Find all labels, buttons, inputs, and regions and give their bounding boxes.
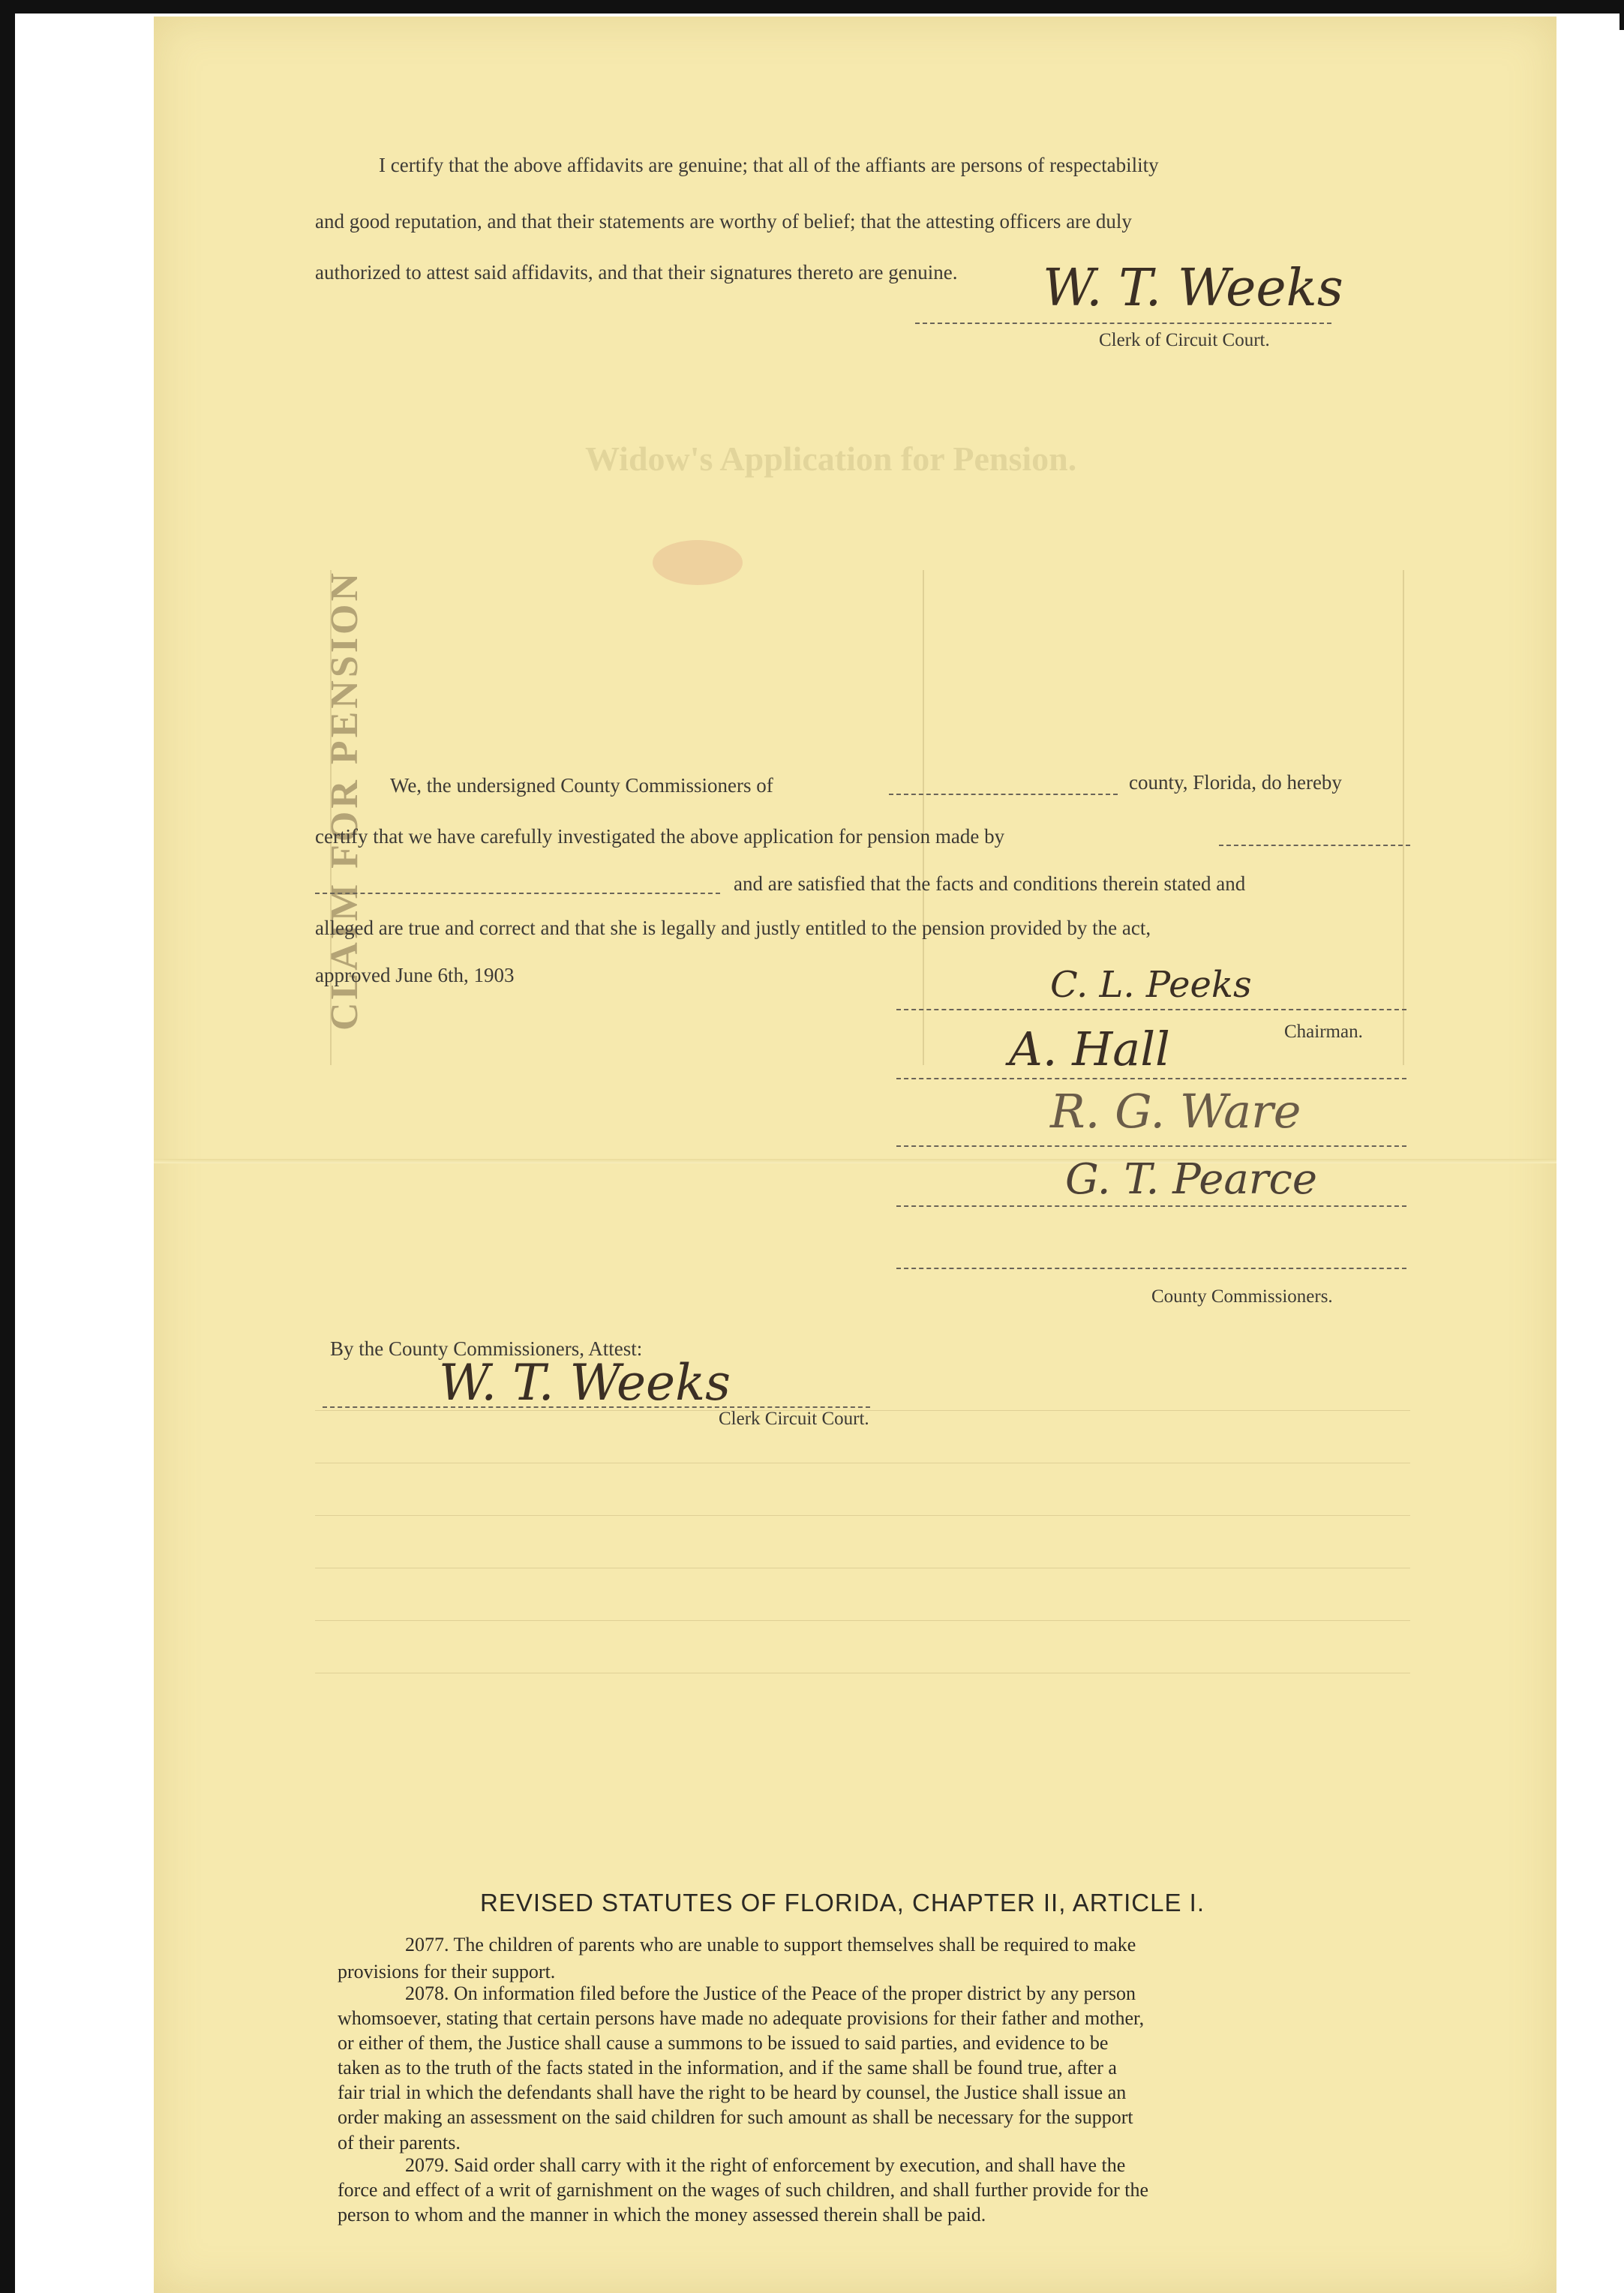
statute-line: order making an assessment on the said children for such amount as shall be necessary for the support: [338, 2106, 1133, 2128]
rubber-stamp: CLAIM FOR PENSION: [323, 570, 366, 1031]
signature-line: [323, 1406, 870, 1408]
scanner-edge-right: [1619, 0, 1624, 30]
bleed-through-rule: [315, 1515, 1410, 1516]
statute-line: of their parents.: [338, 2132, 461, 2153]
commissioner-signature-3: R. G. Ware: [1050, 1084, 1301, 1139]
commissioners-line-2: certify that we have carefully investigated the above application for pension made by: [315, 825, 1005, 848]
bleed-through-rule: [315, 1620, 1410, 1621]
signature-line: [896, 1205, 1406, 1207]
certification-line-1: I certify that the above affidavits are genuine; that all of the affiants are persons of respectability: [379, 154, 1159, 176]
applicant-blank-cont: [315, 893, 720, 894]
county-blank: [889, 794, 1118, 795]
commissioners-line-5: approved June 6th, 1903: [315, 964, 515, 986]
commissioner-signature-4: G. T. Pearce: [1065, 1155, 1318, 1204]
statute-line: person to whom and the manner in which the money assessed therein shall be paid.: [338, 2204, 986, 2225]
commissioner-signature-1: C. L. Peeks: [1050, 964, 1252, 1006]
commissioners-line-4: alleged are true and correct and that she is legally and justly entitled to the pension provided by the act,: [315, 917, 1151, 939]
clerk-signature: W. T. Weeks: [1043, 259, 1343, 318]
signature-line: [896, 1268, 1406, 1269]
chairman-label: Chairman.: [1284, 1022, 1363, 1042]
statute-line: or either of them, the Justice shall cause a summons to be issued to said parties, and evidence to be: [338, 2032, 1109, 2054]
statute-line: 2078. On information filed before the Justice of the Peace of the proper district by any person: [405, 1982, 1136, 2004]
applicant-blank: [1219, 845, 1410, 846]
statute-line: 2079. Said order shall carry with it the right of enforcement by execution, and shall have the: [405, 2154, 1126, 2176]
statute-line: force and effect of a writ of garnishment on the wages of such children, and shall further provide for the: [338, 2179, 1149, 2201]
statutes-heading: REVISED STATUTES OF FLORIDA, CHAPTER II, ARTICLE I.: [480, 1889, 1205, 1916]
commissioners-line-3: and are satisfied that the facts and conditions therein stated and: [734, 872, 1246, 895]
attest-signature: W. T. Weeks: [439, 1354, 731, 1412]
signature-line: [896, 1078, 1406, 1079]
bleed-through-rule: [1403, 570, 1404, 1065]
clerk-title: Clerk of Circuit Court.: [1099, 330, 1270, 350]
statute-line: 2077. The children of parents who are unable to support themselves shall be required to make: [405, 1934, 1136, 1955]
statute-line: taken as to the truth of the facts stated in the information, and if the same shall be found true, after a: [338, 2057, 1117, 2078]
certification-line-3: authorized to attest said affidavits, and that their signatures thereto are genuine.: [315, 261, 958, 284]
signature-line: [896, 1009, 1406, 1010]
bleed-through-title: Widow's Application for Pension.: [585, 440, 1077, 478]
attest-title: Clerk Circuit Court.: [719, 1409, 869, 1429]
paper-fold: [154, 1159, 1556, 1163]
certification-line-2: and good reputation, and that their statements are worthy of belief; that the attesting officers are duly: [315, 210, 1132, 233]
scanner-edge-top: [0, 0, 1624, 14]
scanner-edge-left: [0, 0, 15, 2293]
commissioners-line-1b: county, Florida, do hereby: [1129, 771, 1342, 794]
bleed-through-rule: [330, 570, 332, 1065]
commissioner-signature-2: A. Hall: [1009, 1022, 1170, 1076]
statute-line: provisions for their support.: [338, 1961, 556, 1982]
ink-stain: [653, 540, 743, 585]
signature-line: [896, 1145, 1406, 1147]
statute-line: whomsoever, stating that certain persons have made no adequate provisions for their father and mother,: [338, 2007, 1145, 2029]
bleed-through-rule: [923, 570, 924, 1065]
county-commissioners-label: County Commissioners.: [1151, 1286, 1333, 1307]
signature-line: [915, 323, 1331, 324]
attest-label: By the County Commissioners, Attest:: [330, 1337, 643, 1360]
statute-line: fair trial in which the defendants shall have the right to be heard by counsel, the Justice shall issue an: [338, 2081, 1127, 2103]
commissioners-line-1a: We, the undersigned County Commissioners of: [390, 774, 773, 797]
